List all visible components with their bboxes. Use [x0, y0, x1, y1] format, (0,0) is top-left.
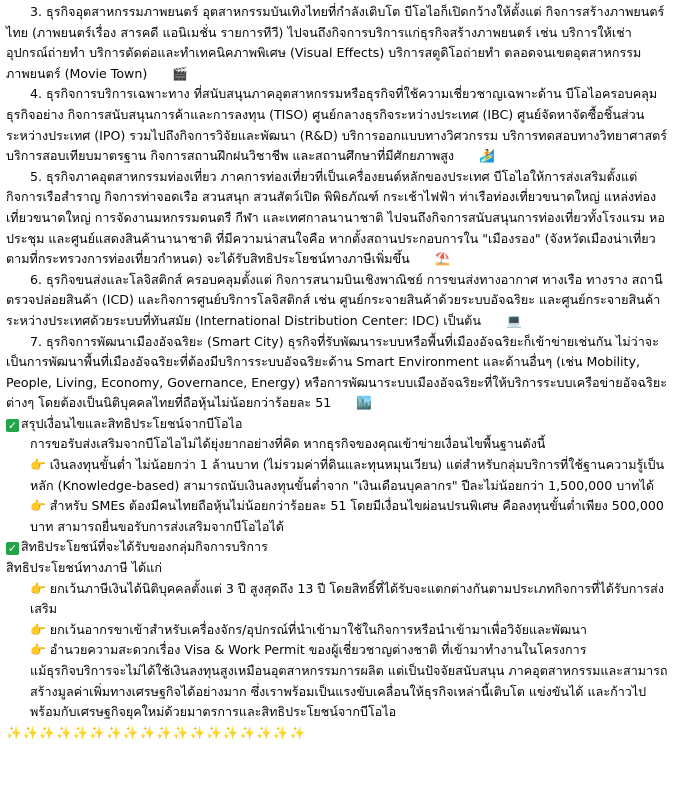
section-heading-benefits: [6, 537, 671, 558]
section-heading-text: สรุปเงื่อนไขและสิทธิประโยชน์จากบีโอไอ: [21, 415, 243, 431]
beach-umbrella-icon: ⛱️: [434, 251, 451, 267]
section-heading-conditions: [6, 414, 671, 435]
list-item-text: อำนวยความสะดวกเรื่อง Visa & Work Permit ของผู้เชี่ยวชาญต่างชาติ ที่เข้ามาทำงานในโครงการ: [49, 642, 587, 658]
paragraph-tourism: [6, 167, 671, 270]
paragraph-logistics: [6, 270, 671, 332]
sparkles-divider: ✨✨✨✨✨✨✨✨✨✨✨✨✨✨✨✨✨✨: [6, 724, 307, 740]
laptop-icon: 💻: [505, 312, 522, 328]
paragraph-text: 6. ธุรกิจขนส่งและโลจิสติกส์ ครอบคลุมตั้งแต่ กิจการสนามบินเชิงพาณิชย์ การขนส่งทางอากาศ ทางเรือ ทางราง สถานีตรวจปล่อยสินค้า (ICD) และกิจการศูนย์บริการโลจิสติกส์ เช่น ศูนย์กระจายสินค้าด้วยระบบอัจฉริยะ และศูนย์กระจายสินค้าระหว่างประเทศด้วยระบบที่ทันสมัย (International Distribution Center: IDC) เป็นต้น: [6, 271, 663, 328]
pointing-hand-icon: 👉: [30, 642, 46, 658]
list-item-text: ยกเว้นภาษีเงินได้นิติบุคคลตั้งแต่ 3 ปี สูงสุดถึง 13 ปี โดยสิทธิ์ที่ได้รับจะแตกต่างกันตามประเภทกิจการที่ได้รับการส่งเสริม: [30, 580, 665, 617]
paragraph-smart-city: [6, 332, 671, 414]
pointing-hand-icon: 👉: [30, 580, 46, 596]
paragraph-text: 3. ธุรกิจอุตสาหกรรมภาพยนตร์ อุตสาหกรรมบันเทิงไทยที่กำลังเติบโต บีโอไอก็เปิดกว้างให้ตั้งแต่ กิจการสร้างภาพยนตร์ไทย (ภาพยนตร์เรื่อง สารคดี แอนิเมชั่น รายการทีวี) ไปจนถึงกิจการบริการแก่ธุรกิจสร้างภาพยนตร์ เช่น บริการให้เช่าอุปกรณ์ถ่ายทำ บริการตัดต่อและทำเทคนิคภาพพิเศษ (Visual Effects) บริการสตูดิโอถ่ายทำ ตลอดจนเขตอุตสาหกรรมภาพยนตร์ (Movie Town): [6, 4, 665, 81]
paragraph-specialized-services: [6, 84, 671, 166]
pointing-hand-icon: 👉: [30, 457, 46, 473]
pointing-hand-icon: 👉: [30, 498, 46, 514]
list-item-smes: [6, 496, 671, 537]
list-item-min-investment: [6, 455, 671, 496]
list-item-corporate-tax: [6, 579, 671, 620]
section-heading-text: สิทธิประโยชน์ที่จะได้รับของกลุ่มกิจการบริการ: [21, 539, 268, 555]
paragraph-text: 7. ธุรกิจการพัฒนาเมืองอัจฉริยะ (Smart City) ธุรกิจที่รับพัฒนาระบบหรือพื้นที่เมืองอัจฉริยะก็เข้าข่ายเช่นกัน ไม่ว่าจะเป็นการพัฒนาพื้นที่เมืองอัจฉริยะที่ต้องมีบริการระบบอัจฉริยะด้าน Smart Environment และด้านอื่นๆ (เช่น Mobility, People, Living, Economy, Governance, Energy) หรือการพัฒนาระบบเมืองอัจฉริยะที่ให้บริการระบบเครือข่ายอัจฉริยะต่างๆ โดยต้องเป็นนิติบุคคลไทยที่ถือหุ้นไม่น้อยกว่าร้อยละ 51: [6, 333, 668, 411]
closing-paragraph: แม้ธุรกิจบริการจะไม่ได้ใช้เงินลงทุนสูงเหมือนอุตสาหกรรมการผลิต แต่เป็นปัจจัยสนับสนุน ภาคอุตสาหกรรมและสามารถสร้างมูลค่าเพิ่มทางเศรษฐกิจได้อย่างมาก ซึ่งเราพร้อมเป็นแรงขับเคลื่อนให้ธุรกิจเหล่านี้เติบโต แข่งขันได้ และก้าวไปพร้อมกับเศรษฐกิจยุคใหม่ด้วยมาตรการและสิทธิประโยชน์จากบีโอไอ: [30, 663, 668, 720]
list-item-text: สำหรับ SMEs ต้องมีคนไทยถือหุ้นไม่น้อยกว่าร้อยละ 51 โดยมีเงื่อนไขผ่อนปรนพิเศษ คือลงทุนขั้นต่ำเพียง 500,000 บาท สามารถยื่นขอรับการส่งเสริมจากบีโอไอได้: [30, 498, 664, 534]
list-item-text: ยกเว้นอากรขาเข้าสำหรับเครื่องจักร/อุปกรณ์ที่นำเข้ามาใช้ในกิจการหรือนำเข้ามาเพื่อวิจัยและพัฒนา: [49, 621, 587, 637]
surfer-icon: 🏄: [479, 148, 495, 164]
list-item-visa: [6, 640, 671, 661]
pointing-hand-icon: 👉: [30, 621, 46, 637]
paragraph-text: 5. ธุรกิจภาคอุตสาหกรรมท่องเที่ยว ภาคการท่องเที่ยวที่เป็นเครื่องยนต์หลักของประเทศ บีโอไอให้การส่งเสริมตั้งแต่ กิจการเรือสำราญ กิจการท่าจอดเรือ สวนสนุก สวนสัตว์เปิด พิพิธภัณฑ์ กระเช้าไฟฟ้า ท่าเรือท่องเที่ยวขนาดใหญ่ แหล่งท่องเที่ยวขนาดใหญ่ การจัดงานมหกรรมดนตรี กีฬา และเทศกาลนานาชาติ ไปจนถึงกิจการสนับสนุนการท่องเที่ยวทั้งโรงแรม หอประชุม และศูนย์แสดงสินค้านานาชาติ ที่มีความน่าสนใจคือ หากตั้งสถานประกอบการใน "เมืองรอง" (จังหวัดเมืองน่าเที่ยวตามที่กระทรวงการท่องเที่ยวกำหนด) จะได้รับสิทธิประโยชน์ทางภาษีเพิ่มขึ้น: [6, 168, 665, 267]
tax-benefits-label: สิทธิประโยชน์ทางภาษี ได้แก่: [6, 560, 162, 576]
check-mark-icon: ✓: [7, 418, 18, 432]
paragraph-movie-industry: [6, 2, 671, 84]
clapperboard-icon: 🎬: [172, 65, 188, 81]
cityscape-icon: 🏙️: [356, 395, 372, 411]
conditions-intro: การขอรับส่งเสริมจากบีโอไอไม่ได้ยุ่งยากอย่างที่คิด หากธุรกิจของคุณเข้าข่ายเงื่อนไขพื้นฐานดังนี้: [30, 436, 546, 452]
list-item-import-duty: [6, 620, 671, 641]
check-mark-icon: ✓: [7, 542, 18, 556]
paragraph-text: 4. ธุรกิจการบริการเฉพาะทาง ที่สนับสนุนภาคอุตสาหกรรมหรือธุรกิจที่ใช้ความเชี่ยวชาญเฉพาะด้าน บีโอไอครอบคลุมธุรกิจอย่าง กิจการสนับสนุนการค้าและการลงทุน (TISO) ศูนย์กลางธุรกิจระหว่างประเทศ (IBC) ศูนย์จัดหาจัดซื้อชิ้นส่วนระหว่างประเทศ (IPO) รวมไปถึงกิจการวิจัยและพัฒนา (R&D) บริการออกแบบทางวิศวกรรม บริการทดสอบทางวิทยาศาสตร์ บริการสอบเทียบมาตรฐาน กิจการสถานฝึกฝนวิชาชีพ และสถานศึกษาที่มีศักยภาพสูง: [6, 86, 668, 164]
list-item-text: เงินลงทุนขั้นต่ำ ไม่น้อยกว่า 1 ล้านบาท (ไม่รวมค่าที่ดินและทุนหมุนเวียน) แต่สำหรับกลุ่มบริการที่ใช้ฐานความรู้เป็นหลัก (Knowledge-based) สามารถนับเงินลงทุนขั้นต่ำจาก "เงินเดือนบุคลากร" ปีละไม่น้อยกว่า 1,500,000 บาทได้: [30, 457, 665, 493]
